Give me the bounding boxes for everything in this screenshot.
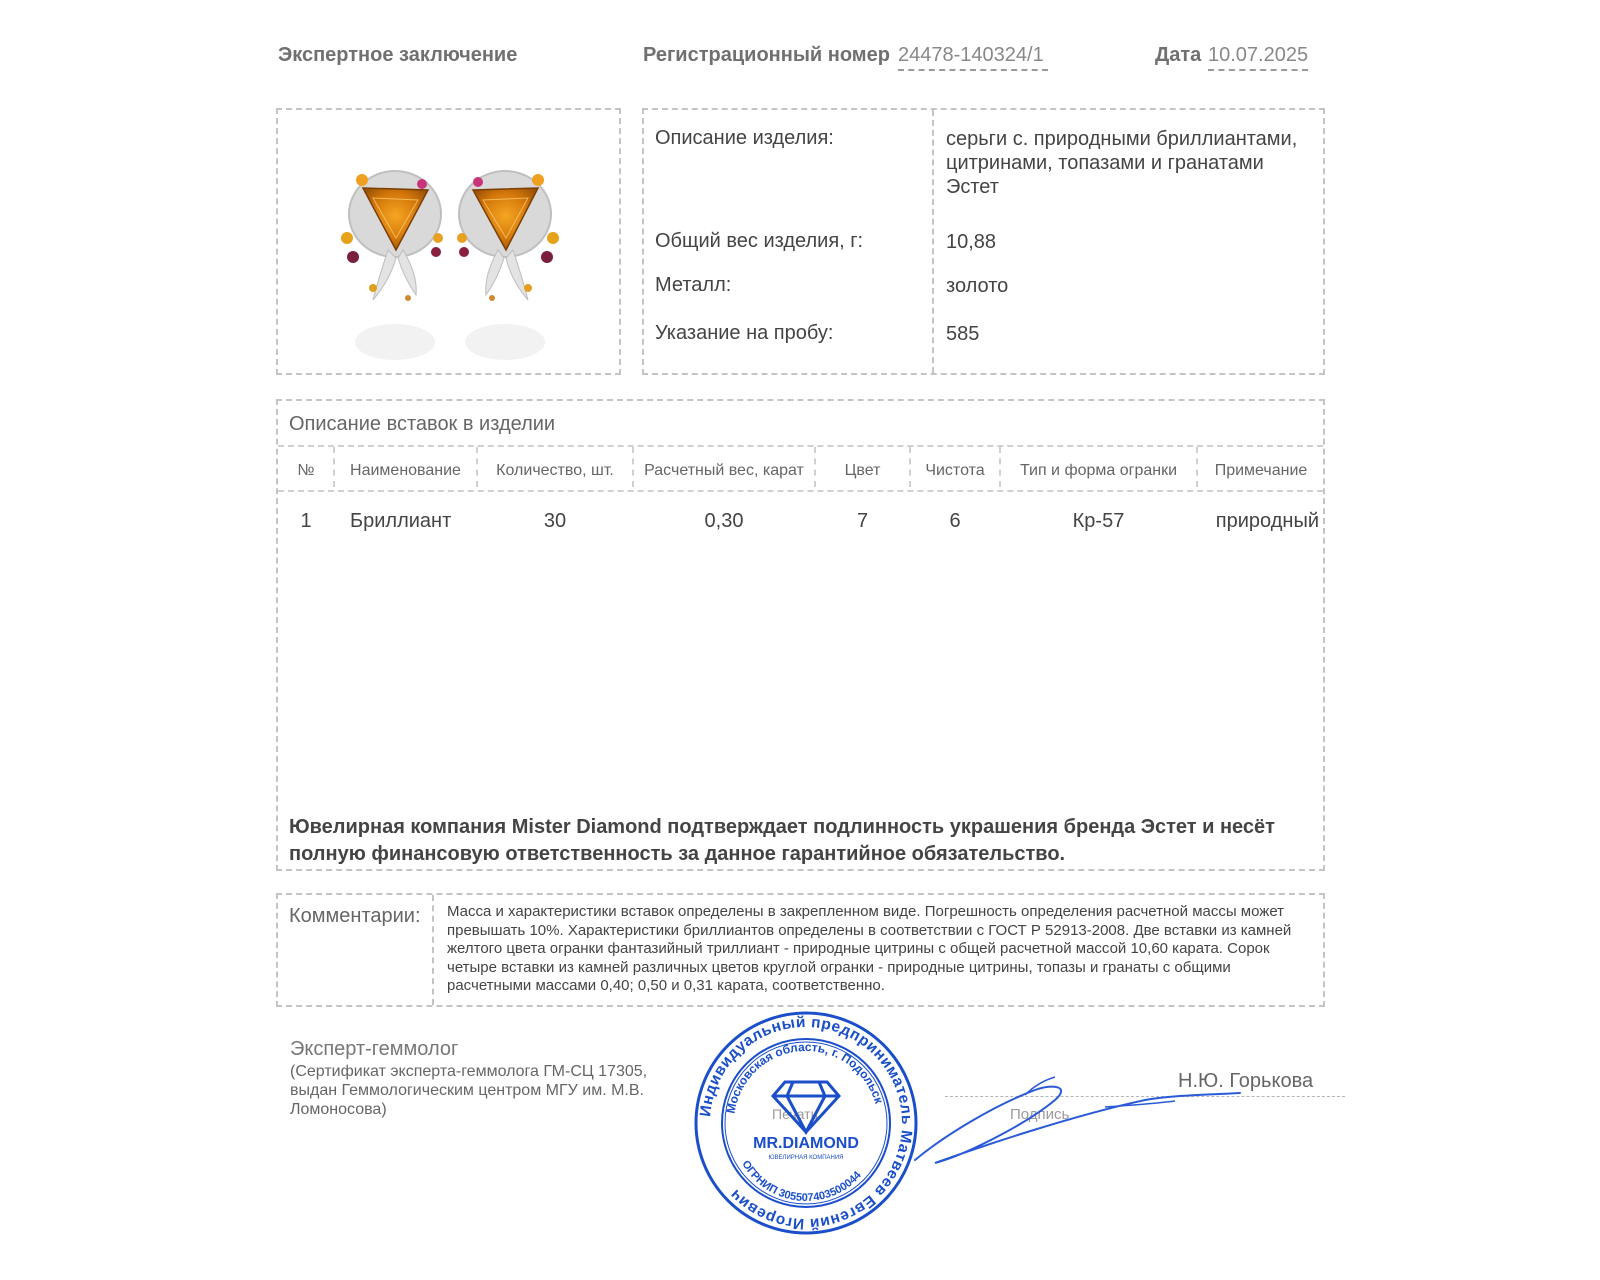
column-header-note: Примечание — [1214, 462, 1308, 479]
stamp-outer-text: Индивидуальный предприниматель Матвеев Евгений Игоревич — [697, 1013, 916, 1233]
table-header-rule — [278, 490, 1323, 492]
stamp-inner-text: Московская область, г. Подольск — [723, 1039, 887, 1115]
stamp-ogrnip: ОГРНИП 305507403500044 — [739, 1158, 864, 1205]
expert-certificate: (Сертификат эксперта-геммолога ГМ-СЦ 17305, выдан Геммологическим центром МГУ им. М.В. Ломоносова) — [290, 1063, 648, 1118]
expert-name: Н.Ю. Горькова — [1178, 1070, 1314, 1092]
date-value: 10.07.2025 — [1208, 44, 1308, 71]
registration-label: Регистрационный номер — [643, 44, 890, 66]
table-top-rule — [278, 445, 1323, 447]
column-separator — [632, 447, 634, 487]
product-image-panel — [276, 108, 621, 375]
signature-scribble-icon — [905, 1075, 1255, 1175]
column-header-weight: Расчетный вес, карат — [644, 462, 804, 479]
column-header-cut: Тип и форма огранки — [1019, 462, 1178, 479]
cell-weight: 0,30 — [704, 510, 744, 532]
description-value: серьги с. природными бриллиантами, цитринами, топазами и гранатами Эстет — [946, 128, 1298, 198]
comments-text: Масса и характеристики вставок определены в закрепленном виде. Погрешность определения расчетной массы может превышать 10%. Характеристики бриллиантов определены в соответствии с ГОСТ Р 52913-2008. Две вставки из камней желтого цвета огранки фантазийный триллиант - природные цитрины с общей расчетной массой 10,60 карата. Сорок четыре вставки из камней различных цветов круглой огранки - природные цитрины, топазы и гранаты с общими расчетными массами 0,40; 0,50 и 0,31 карата, соответственно. — [447, 903, 1292, 994]
column-separator — [476, 447, 478, 487]
column-header-name: Наименование — [350, 462, 461, 479]
registration-number: 24478-140324/1 — [898, 44, 1048, 71]
column-separator — [999, 447, 1001, 487]
guarantee-statement: Ювелирная компания Mister Diamond подтверждает подлинность украшения бренда Эстет и несёт полную финансовую ответственность за данное гарантийное обязательство. — [289, 816, 1275, 865]
expert-title: Эксперт-геммолог — [290, 1038, 459, 1060]
assay-value: 585 — [946, 323, 980, 345]
weight-label: Общий вес изделия, г: — [655, 230, 864, 252]
column-separator — [1196, 447, 1198, 487]
company-stamp — [693, 1010, 919, 1236]
signature-label: Подпись — [1010, 1106, 1070, 1123]
description-label: Описание изделия: — [655, 127, 834, 149]
document-title: Экспертное заключение — [278, 44, 518, 66]
cell-clarity: 6 — [949, 510, 961, 532]
metal-label: Металл: — [655, 274, 732, 296]
earrings-photo-icon — [278, 110, 619, 373]
column-separator — [333, 447, 335, 487]
cell-number: 1 — [300, 510, 312, 532]
column-header-quantity: Количество, шт. — [496, 462, 614, 479]
comments-divider — [432, 895, 434, 1005]
assay-label: Указание на пробу: — [655, 322, 834, 344]
diamond-icon — [773, 1082, 839, 1132]
column-separator — [909, 447, 911, 487]
details-divider — [932, 110, 934, 373]
metal-value: золото — [946, 275, 1009, 297]
inserts-title: Описание вставок в изделии — [289, 413, 556, 435]
column-header-clarity: Чистота — [925, 462, 985, 479]
stamp-logo-subtitle: ЮВЕЛИРНАЯ КОМПАНИЯ — [768, 1155, 844, 1161]
stamp-logo: MR.DIAMOND — [753, 1135, 859, 1152]
cell-quantity: 30 — [543, 510, 567, 532]
comments-label: Комментарии: — [289, 905, 421, 927]
cell-note: природный — [1215, 510, 1319, 532]
stamp-label: Печать — [772, 1106, 818, 1122]
column-header-number: № — [297, 462, 315, 479]
column-header-color: Цвет — [844, 462, 881, 479]
weight-value: 10,88 — [946, 231, 997, 253]
cell-name: Бриллиант — [350, 510, 452, 532]
cell-cut: Кр-57 — [1072, 510, 1125, 532]
column-separator — [814, 447, 816, 487]
cell-color: 7 — [856, 510, 869, 532]
date-label: Дата — [1155, 44, 1202, 66]
